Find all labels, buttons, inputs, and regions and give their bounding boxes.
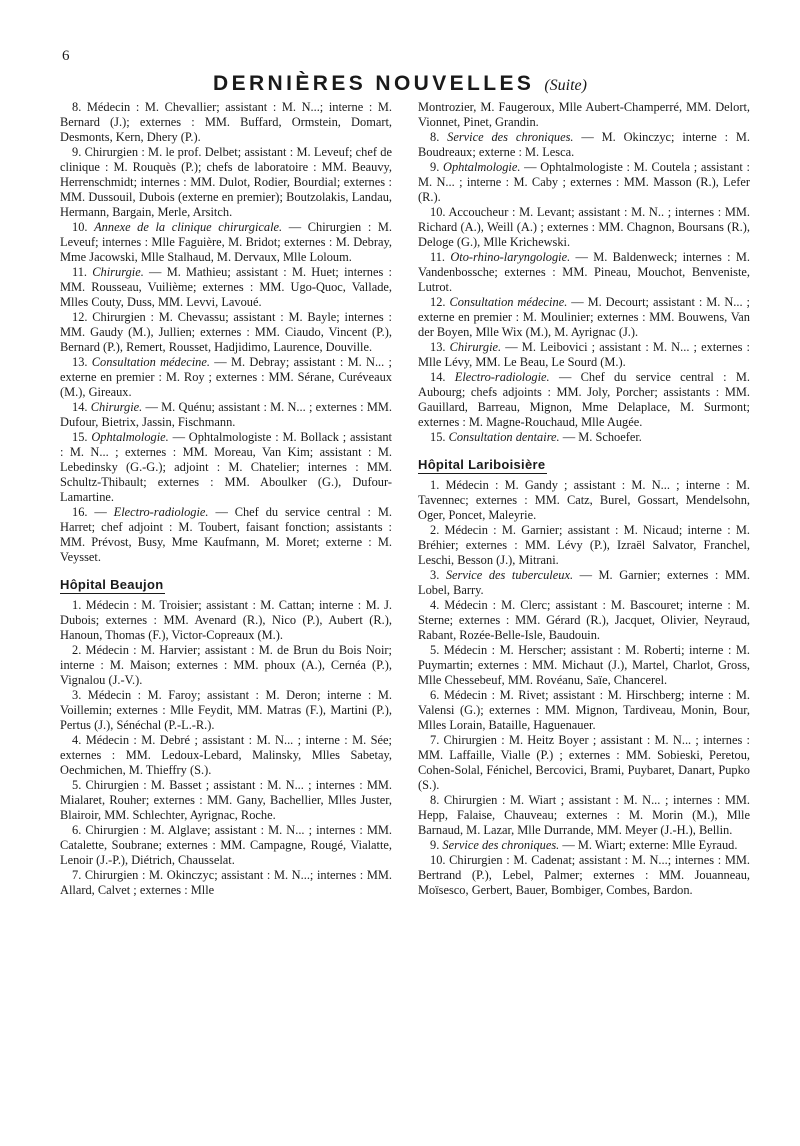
entry-text: — Ophtalmologiste : M. Coutela ; assistant : M. N... ; interne : M. Caby ; externes : MM. Masson (R.), Lefer (R.).	[418, 160, 750, 204]
entry-service-title: Ophtalmologie.	[443, 160, 521, 174]
entry-paragraph	[418, 130, 750, 160]
section-heading: Hôpital Lariboisière	[418, 457, 546, 472]
entry-text: — Chirurgien : M. Leveuf; internes : Mlle Faguière, M. Bridot; externes : M. Debray, Mme Jacowski, Mlle Stalhaud, M. Dervaux, Mlle Loloum.	[60, 220, 393, 264]
entry-text: 12. Chirurgien : M. Chevassu; assistant : M. Bayle; internes : MM. Gaudy (M.), Jullien; externes : MM. Ciaudo, Vincent (P.), Bernard (P.), Remert, Rousset, Hadjidimo, Laurence, Douville.	[60, 310, 392, 354]
title-text: DERNIÈRES NOUVELLES	[213, 72, 535, 95]
entry-paragraph	[418, 598, 750, 643]
entry-text: 8.	[430, 130, 448, 144]
entry-paragraph	[418, 733, 750, 793]
entry-paragraph	[60, 688, 392, 733]
entry-text: 4. Médecin : M. Clerc; assistant : M. Bascouret; interne : M. Sterne; externes : MM. Gérard (R.), Jacquet, Olivier, Neyraud, Rabant, Rozée-Belle-Isle, Baudouin.	[418, 598, 750, 642]
entry-text: 14.	[72, 400, 91, 414]
entry-service-title: Electro-radiologie.	[113, 505, 209, 519]
entry-text: 10. Accoucheur : M. Levant; assistant : M. N.. ; internes : MM. Richard (A.), Weill (A.) ; externes : MM. Chagnon, Boursans (R.), Deloge (G.), Mlle Krichewski.	[418, 205, 750, 249]
entry-text: 1. Médecin : M. Gandy ; assistant : M. N... ; interne : M. Tavennec; externes : MM. Catz, Burel, Gossart, Mendelsohn, Oger, Poncet, Maleyrie.	[418, 478, 750, 522]
entry-paragraph	[418, 838, 750, 853]
entry-text: 6. Médecin : M. Rivet; assistant : M. Hirschberg; interne : M. Valensi (G.); externes : MM. Mignon, Tardiveau, Monin, Bour, Mlles Lorain, Bataille, Haguenauer.	[418, 688, 750, 732]
entry-paragraph	[60, 643, 392, 688]
entry-paragraph	[418, 205, 750, 250]
right-column	[418, 100, 750, 898]
entry-paragraph	[60, 598, 392, 643]
entry-service-title: Electro-radiologie.	[454, 370, 550, 384]
entry-service-title: Chirurgie.	[92, 265, 144, 279]
entry-paragraph	[60, 355, 392, 400]
entry-text: 9.	[430, 160, 443, 174]
entry-paragraph	[418, 478, 750, 523]
entry-text: — M. Wiart; externe: Mlle Eyraud.	[559, 838, 738, 852]
entry-text: 12.	[430, 295, 450, 309]
entry-text: 3. Médecin : M. Faroy; assistant : M. Deron; interne : M. Voillemin; externes : Mlle Feydit, MM. Matras (F.), Martini (P.), Pertus (J.), Sénéchal (P.-L.-R.).	[60, 688, 392, 732]
entry-text: 10. Chirurgien : M. Cadenat; assistant : M. N...; internes : MM. Bertrand (P.), Lebel, Palmer; externes : MM. Jouanneau, Moïsesco, Gerbert, Bauer, Bombiger, Combes, Bardon.	[418, 853, 750, 897]
entry-paragraph	[60, 400, 392, 430]
entry-text: 15.	[430, 430, 449, 444]
entry-text: 2. Médecin : M. Harvier; assistant : M. de Brun du Bois Noir; interne : M. Maison; externes : MM. phoux (A.), Cernéa (P.), Vignalou (J.-V.).	[60, 643, 392, 687]
entry-paragraph	[60, 265, 392, 310]
entry-paragraph	[60, 310, 392, 355]
entry-paragraph	[418, 523, 750, 568]
entry-paragraph	[418, 340, 750, 370]
entry-service-title: Chirurgie.	[90, 400, 143, 414]
entry-paragraph	[418, 250, 750, 295]
entry-text: — M. Quénu; assistant : M. N... ; externes : MM. Dufour, Bietrix, Jassin, Fischmann.	[60, 400, 392, 429]
entry-service-title: Ophtalmologie.	[91, 430, 169, 444]
entry-text: — M. Debray; assistant : M. N... ; externe en premier : M. Roy ; externes : MM. Sérane, Curéveaux (M.), Gireaux.	[60, 355, 392, 399]
entry-text: 13.	[72, 355, 92, 369]
entry-paragraph	[418, 160, 750, 205]
entry-text: 16. —	[72, 505, 114, 519]
entry-paragraph	[60, 778, 392, 823]
entry-text: 15.	[72, 430, 92, 444]
entry-text: — Chef du service central : M. Harret; chef adjoint : M. Toubert, faisant fonction; assistants : MM. Prévost, Busy, Mme Kaufmann, M. Moret; externe : M. Veysset.	[60, 505, 392, 564]
entry-service-title: Service des chroniques.	[442, 838, 560, 852]
entry-text: — Chef du service central : M. Aubourg; chefs adjoints : MM. Joly, Porcher; assistants : MM. Gauillard, Barreau, Mignon, Mme Delaplace, M. Surmont; externes : M. Magne-Rouchaud, Mlle Augée.	[418, 370, 750, 429]
entry-paragraph	[60, 100, 392, 145]
entry-text: 11.	[72, 265, 93, 279]
entry-text: 7. Chirurgien : M. Heitz Boyer ; assistant : M. N... ; internes : MM. Laffaille, Vialle (P.) ; externes : MM. Sobieski, Peretou, Cohen-Solal, Fénichel, Bercovici, Brami, Puybaret, Danart, Pupko (S.).	[418, 733, 750, 792]
entry-service-title: Oto-rhino-laryngologie.	[450, 250, 571, 264]
entry-service-title: Annexe de la clinique chirurgicale.	[94, 220, 283, 234]
entry-text: 9. Chirurgien : M. le prof. Delbet; assistant : M. Leveuf; chef de clinique : M. Rouquès (P.); chefs de laboratoire : MM. Beauvy, Herrenschmidt; internes : MM. Dulot, Rodier, Bourdial; externes : MM. Dussouil, Dubois (externe en premier); Boutzolakis, Landau, Hermann, Bargain, Merle, Arsitch.	[60, 145, 392, 219]
entry-paragraph	[60, 868, 392, 898]
entry-text: 14.	[430, 370, 455, 384]
entry-text: — M. Mathieu; assistant : M. Huet; internes : MM. Rousseau, Vuilième; externes : MM. Ugo-Quoc, Vallade, Mlles Couty, Duss, MM. Levvi, Lavoué.	[60, 265, 392, 309]
entry-paragraph	[418, 430, 750, 445]
entry-paragraph	[60, 733, 392, 778]
entry-service-title: Service des chroniques.	[447, 130, 574, 144]
entry-text: — Ophtalmologiste : M. Bollack ; assistant : M. N... ; externes : MM. Moreau, Van Kim; assistant : M. Lebedinsky (G.-G.); adjoint : M. Chatelier; internes : MM. Schultz-Thibault; externes : MM. Aboulker (G.), Dufour-Lamartine.	[60, 430, 392, 504]
entry-paragraph	[60, 220, 392, 265]
entry-text: — M. Decourt; assistant : M. N... ; externe en premier : M. Moulinier; externes : MM. Bouwens, Van der Boyen, Mlle Wix (M.), M. Ayrignac (J.).	[418, 295, 750, 339]
page-title	[0, 72, 800, 96]
entry-text: 2. Médecin : M. Garnier; assistant : M. Nicaud; interne : M. Bréhier; externes : MM. Lévy (P.), Izraël Salvator, Franchel, Leschi, Besson (J.), Mitrani.	[418, 523, 750, 567]
entry-paragraph	[418, 100, 750, 130]
entry-text: 3.	[430, 568, 446, 582]
entry-text: — M. Leibovici ; assistant : M. N... ; externes : Mlle Lévy, MM. Le Beau, Le Sourd (M.).	[418, 340, 750, 369]
entry-service-title: Service des tuberculeux.	[445, 568, 574, 582]
entry-paragraph	[418, 853, 750, 898]
entry-paragraph	[418, 688, 750, 733]
entry-service-title: Consultation médecine.	[449, 295, 568, 309]
entry-text: 6. Chirurgien : M. Alglave; assistant : M. N... ; internes : MM. Catalette, Soubrane; externes : MM. Campagne, Rougé, Vialatte, Lenoir (J.-P.), Diétrich, Chausselat.	[60, 823, 392, 867]
entry-text: 10.	[72, 220, 95, 234]
entry-paragraph	[418, 295, 750, 340]
entry-service-title: Consultation médecine.	[91, 355, 210, 369]
entry-text: Montrozier, M. Faugeroux, Mlle Aubert-Champerré, MM. Delort, Vionnet, Pinet, Grandin.	[418, 100, 750, 129]
entry-service-title: Chirurgie.	[449, 340, 502, 354]
entry-text: 7. Chirurgien : M. Okinczyc; assistant : M. N...; internes : MM. Allard, Calvet ; externes : Mlle	[60, 868, 392, 897]
entry-paragraph	[418, 793, 750, 838]
entry-paragraph	[60, 145, 392, 220]
entry-paragraph	[60, 430, 392, 505]
entry-text: 5. Chirurgien : M. Basset ; assistant : M. N... ; internes : MM. Mialaret, Rouher; externes : MM. Gany, Bachellier, Mlles Juster, Blairoir, MM. Schlechter, Ayrignac, Roche.	[60, 778, 392, 822]
entry-text: 5. Médecin : M. Herscher; assistant : M. Roberti; interne : M. Puymartin; externes : MM. Michaut (J.), Martel, Charlot, Gross, Mlle Chessebeuf, MM. Rovéanu, Saïe, Chancerel.	[418, 643, 750, 687]
entry-service-title: Consultation dentaire.	[448, 430, 560, 444]
title-suite: (Suite)	[544, 77, 587, 94]
entry-paragraph	[60, 505, 392, 565]
entry-text: 8. Médecin : M. Chevallier; assistant : M. N...; interne : M. Bernard (J.); externes : MM. Buffard, Ormstein, Domart, Desmonts, Kern, Dhery (P.).	[60, 100, 392, 144]
entry-text: 9.	[430, 838, 443, 852]
page-number: 6	[62, 48, 70, 64]
left-column	[60, 100, 392, 898]
entry-text: 1. Médecin : M. Troisier; assistant : M. Cattan; interne : M. J. Dubois; externes : MM. Avenard (R.), Nico (P.), Aubert (R.), Hanoun, Thomas (F.), Victor-Copreaux (M.).	[60, 598, 392, 642]
entry-text: — M. Schoefer.	[559, 430, 642, 444]
entry-text: 11.	[430, 250, 451, 264]
entry-paragraph	[418, 370, 750, 430]
entry-text: — M. Okinczyc; interne : M. Boudreaux; externe : M. Lesca.	[418, 130, 751, 159]
entry-text: — M. Garnier; externes : MM. Lobel, Barry.	[418, 568, 750, 597]
entry-text: 4. Médecin : M. Debré ; assistant : M. N... ; interne : M. Sée; externes : MM. Ledoux-Lebard, Malinsky, Mlles Sabetay, Oechmichen, M. Thieffry (S.).	[60, 733, 392, 777]
entry-paragraph	[418, 568, 750, 598]
entry-text: — M. Baldenweck; internes : M. Vandenbossche; externes : MM. Pineau, Mouchot, Benveniste, Lutrot.	[418, 250, 750, 294]
entry-text: 8. Chirurgien : M. Wiart ; assistant : M. N... ; internes : MM. Hepp, Falaise, Chauveau; externes : M. Morin (M.), Mlle Barnaud, M. Lazar, Mlle Durrande, MM. Meyer (J.-H.), Bellin.	[418, 793, 750, 837]
entry-paragraph	[60, 823, 392, 868]
entry-text: 13.	[430, 340, 450, 354]
entry-paragraph	[418, 643, 750, 688]
section-heading: Hôpital Beaujon	[60, 577, 164, 592]
